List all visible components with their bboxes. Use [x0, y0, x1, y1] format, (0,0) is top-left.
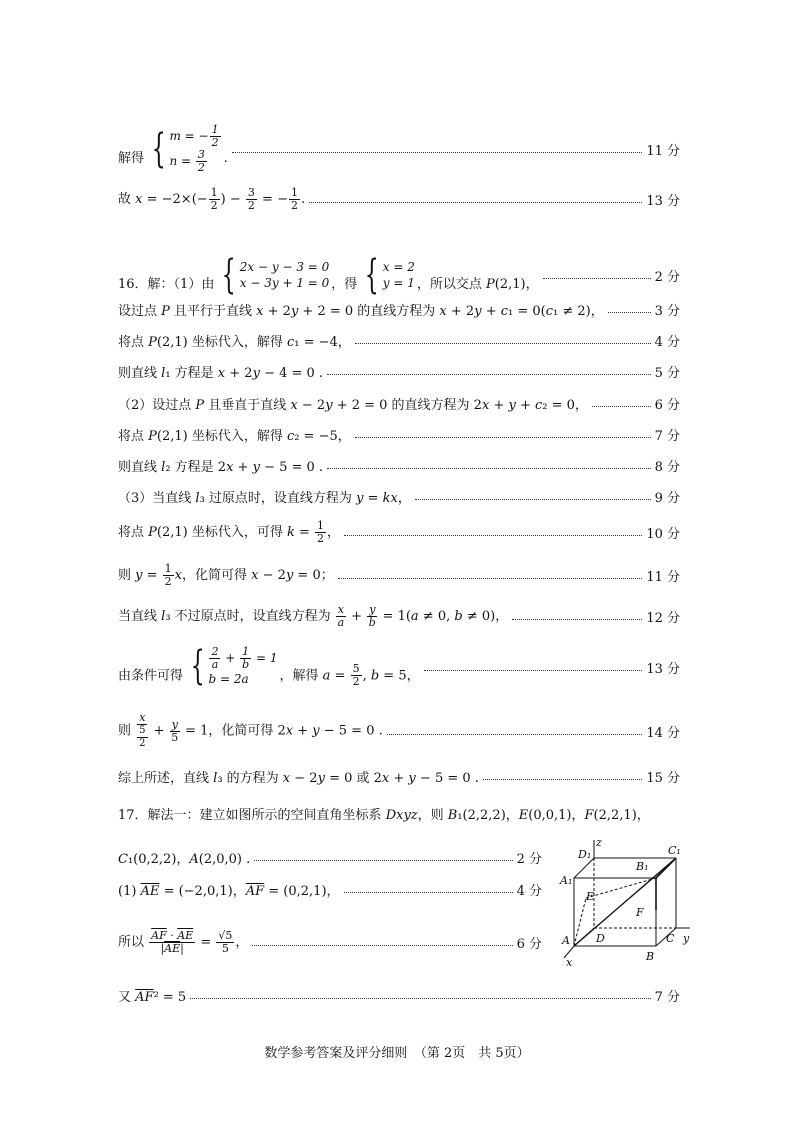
line-text: （3）当直线 l₃ 过原点时，设直线方程为 y = kx， — [118, 490, 411, 506]
dot-leader — [327, 373, 651, 375]
line-text: 将点 P(2,1) 坐标代入，可得 k = $\frac{1}{2}$ ， — [118, 518, 341, 545]
score-points: 7 分 — [654, 428, 680, 444]
score-points: 5 分 — [654, 365, 680, 381]
dot-leader — [344, 534, 642, 536]
answer-line — [118, 559, 680, 591]
dot-leader — [327, 467, 651, 469]
dot-leader — [254, 859, 512, 861]
score-points: 8 分 — [654, 459, 680, 475]
score-points: 3 分 — [654, 303, 680, 319]
vertex-label-b1: B₁ — [636, 860, 649, 873]
line-text: 又 $\overline{AF}^2 = 5$ — [118, 989, 187, 1005]
line-text: 将点 P(2,1) 坐标代入，解得 c₂ = −5， — [118, 428, 351, 444]
answer-line — [118, 516, 680, 548]
score-points: 2 分 — [516, 851, 542, 867]
score-points: 4 分 — [654, 334, 680, 350]
dot-leader — [592, 405, 651, 407]
line-text: 解得 { m = − $\frac{1}{2}$ n = $\frac{3}{2}$ . — [118, 123, 228, 174]
dot-leader — [338, 577, 643, 579]
dot-leader — [424, 669, 643, 671]
line-text: 则 $\frac{x}{\frac{5}{2}}$ + $\frac{y}{5}$ = 1，化简可得 2x + y − 5 = 0 . — [118, 711, 383, 749]
vertex-label-c1: C₁ — [668, 844, 681, 857]
score-points: 12 分 — [646, 610, 680, 626]
score-points: 9 分 — [654, 490, 680, 506]
answer-line — [118, 600, 680, 632]
answer-line — [118, 642, 680, 692]
answer-line — [118, 358, 680, 384]
score-points: 4 分 — [516, 883, 542, 899]
dot-leader — [309, 201, 642, 203]
point-label-f: F — [636, 906, 644, 919]
answer-line — [118, 763, 680, 789]
score-points: 11 分 — [646, 569, 680, 585]
dot-leader — [387, 733, 643, 735]
score-points: 7 分 — [654, 989, 680, 1005]
dot-leader — [344, 891, 513, 893]
dot-leader — [190, 997, 650, 999]
score-points: 6 分 — [654, 397, 680, 413]
line-text: 则 y = $\frac{1}{2}$ x，化简可得 x − 2y = 0； — [118, 561, 334, 588]
line-text: 则直线 l₁ 方程是 x + 2y − 4 = 0 . — [118, 365, 324, 381]
page-footer: 数学参考答案及评分细则 （第 2页 共 5页） — [264, 1046, 530, 1061]
vertex-label-d: D — [596, 932, 605, 945]
dot-leader — [483, 778, 642, 780]
vertex-label-c: C — [666, 932, 675, 945]
answer-line — [118, 327, 680, 353]
answer-line — [118, 922, 542, 962]
line-text: 故 x = −2×(− $\frac{1}{2}$ ) − $\frac{3}{2}$ = − $\frac{1}{2}$ . — [118, 185, 306, 212]
answer-line — [118, 844, 542, 870]
vertex-label-b: B — [646, 950, 655, 963]
answer-line — [118, 421, 680, 447]
line-text: 设过点 P 且平行于直线 x + 2y + 2 = 0 的直线方程为 x + 2y + c₁ = 0(c₁ ≠ 2)， — [118, 303, 604, 319]
answer-line — [118, 452, 680, 478]
score-points: 13 分 — [646, 193, 680, 209]
line-text: （2）设过点 P 且垂直于直线 x − 2y + 2 = 0 的直线方程为 2x + y + c₂ = 0， — [118, 397, 588, 413]
line-text: 则直线 l₂ 方程是 2x + y − 5 = 0 . — [118, 459, 324, 475]
dot-leader — [232, 151, 643, 153]
answer-line — [118, 483, 680, 509]
dot-leader — [252, 944, 512, 946]
dot-leader — [512, 618, 642, 620]
line-text: 16．解：（1）由 { 2x − y − 3 = 0 x − 3y + 1 = 0 ，得 { x = 2 y = 1 ，所以交点 P(2,1)， — [118, 252, 539, 298]
dot-leader — [543, 277, 651, 279]
answer-line — [118, 390, 680, 416]
dot-leader — [415, 498, 651, 500]
vertex-label-a: A — [562, 934, 570, 947]
answer-line — [118, 124, 680, 174]
line-text: 17．解法一：建立如图所示的空间直角坐标系 Dxyz，则 B₁(2,2,2)，E(0,0,1)，F(2,2,1)， — [118, 807, 650, 823]
answer-line — [118, 800, 680, 826]
answer-line — [118, 296, 680, 322]
axis-label-z: z — [596, 838, 602, 849]
line-text: 将点 P(2,1) 坐标代入，解得 c₁ = −4， — [118, 334, 351, 350]
dot-leader — [355, 436, 651, 438]
point-label-e: E — [586, 890, 595, 903]
line-text: 综上所述，直线 l₃ 的方程为 x − 2y = 0 或 2x + y − 5 = 0 . — [118, 770, 479, 786]
answer-line — [118, 876, 542, 902]
score-points: 13 分 — [646, 661, 680, 677]
line-text: C₁(0,2,2)，A(2,0,0) . — [118, 851, 251, 867]
line-text: 当直线 l₃ 不过原点时，设直线方程为 $\frac{x}{a}$ + $\frac{y}{b}$ = 1(a ≠ 0, b ≠ 0)， — [118, 602, 509, 629]
score-points: 6 分 — [516, 936, 542, 952]
line-text: (1) $\overline{AE} = (-2,0,1)$，$\overline{AF} = (0,2,1)$， — [118, 883, 340, 899]
answer-line — [118, 252, 680, 298]
vertex-label-d1: D₁ — [578, 848, 592, 861]
dot-leader — [608, 311, 651, 313]
axis-label-x: x — [566, 956, 573, 968]
axis-label-y: y — [683, 932, 690, 945]
answer-line — [118, 982, 680, 1008]
vertex-label-a1: A₁ — [560, 874, 573, 887]
score-points: 10 分 — [646, 526, 680, 542]
cube-figure — [556, 838, 696, 968]
answer-line — [118, 708, 680, 754]
line-text: 所以 $\frac{\overline{AF} \cdot \overline{AE}}{|\overline{AE}|}$ = $\frac{√5}{5}$ ， — [118, 928, 249, 955]
score-points: 2 分 — [654, 269, 680, 285]
score-points: 11 分 — [646, 143, 680, 159]
score-points: 14 分 — [646, 725, 680, 741]
score-points: 15 分 — [646, 770, 680, 786]
answer-line — [118, 186, 680, 212]
line-text: 由条件可得 { $\frac{2}{a}$ + $\frac{1}{b}$ = 1 b = 2a ，解得 a = $\frac{5}{2}$ , b = 5， — [118, 643, 420, 690]
dot-leader — [355, 342, 651, 344]
